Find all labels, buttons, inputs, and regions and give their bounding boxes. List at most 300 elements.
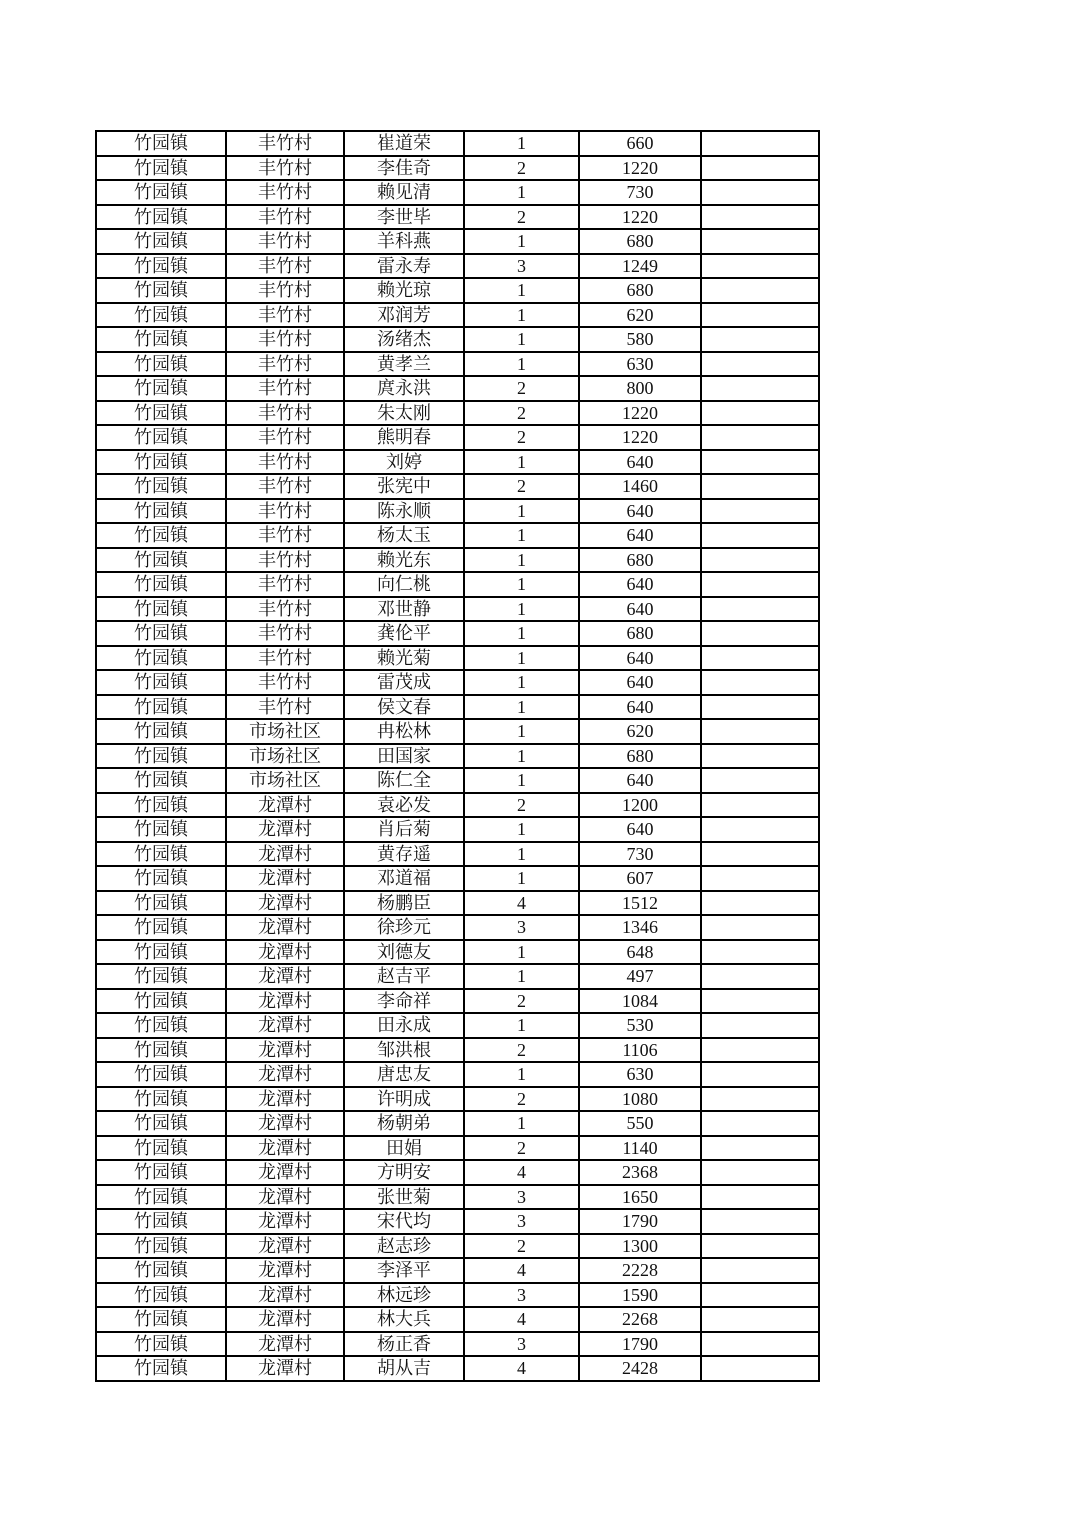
cell-town: 竹园镇: [96, 1307, 226, 1332]
cell-name: 邹洪根: [344, 1038, 464, 1063]
cell-village: 市场社区: [226, 768, 344, 793]
table-row: [96, 548, 819, 573]
cell-amount: 640: [579, 499, 701, 524]
cell-blank: [701, 229, 819, 254]
cell-village: 龙潭村: [226, 1258, 344, 1283]
cell-count: 1: [464, 621, 579, 646]
cell-name: 肖后菊: [344, 817, 464, 842]
cell-blank: [701, 254, 819, 279]
cell-blank: [701, 401, 819, 426]
cell-blank: [701, 1136, 819, 1161]
cell-amount: 580: [579, 327, 701, 352]
table-row: [96, 180, 819, 205]
table-row: [96, 744, 819, 769]
cell-name: 庹永洪: [344, 376, 464, 401]
cell-town: 竹园镇: [96, 425, 226, 450]
cell-name: 赵吉平: [344, 964, 464, 989]
cell-blank: [701, 866, 819, 891]
table-row: [96, 1111, 819, 1136]
cell-amount: 630: [579, 352, 701, 377]
cell-count: 1: [464, 1111, 579, 1136]
cell-village: 丰竹村: [226, 523, 344, 548]
cell-town: 竹园镇: [96, 1356, 226, 1381]
cell-count: 2: [464, 376, 579, 401]
cell-village: 龙潭村: [226, 1332, 344, 1357]
cell-town: 竹园镇: [96, 1087, 226, 1112]
cell-name: 羊科燕: [344, 229, 464, 254]
cell-blank: [701, 842, 819, 867]
table-row: [96, 597, 819, 622]
table-row: [96, 499, 819, 524]
cell-count: 1: [464, 327, 579, 352]
cell-name: 田永成: [344, 1013, 464, 1038]
cell-blank: [701, 180, 819, 205]
cell-village: 丰竹村: [226, 254, 344, 279]
table-row: [96, 401, 819, 426]
cell-blank: [701, 1209, 819, 1234]
cell-blank: [701, 156, 819, 181]
cell-count: 2: [464, 1136, 579, 1161]
table-row: [96, 572, 819, 597]
table-row: [96, 817, 819, 842]
cell-name: 雷茂成: [344, 670, 464, 695]
cell-amount: 620: [579, 719, 701, 744]
cell-town: 竹园镇: [96, 1038, 226, 1063]
cell-town: 竹园镇: [96, 548, 226, 573]
cell-name: 汤绪杰: [344, 327, 464, 352]
cell-count: 1: [464, 670, 579, 695]
cell-name: 李泽平: [344, 1258, 464, 1283]
cell-amount: 680: [579, 278, 701, 303]
table-row: [96, 1283, 819, 1308]
cell-town: 竹园镇: [96, 401, 226, 426]
cell-count: 1: [464, 548, 579, 573]
cell-amount: 1512: [579, 891, 701, 916]
table-row: [96, 1356, 819, 1381]
cell-amount: 620: [579, 303, 701, 328]
cell-name: 刘婷: [344, 450, 464, 475]
cell-name: 许明成: [344, 1087, 464, 1112]
cell-town: 竹园镇: [96, 229, 226, 254]
cell-blank: [701, 450, 819, 475]
table-row: [96, 450, 819, 475]
cell-count: 4: [464, 1356, 579, 1381]
cell-village: 龙潭村: [226, 1356, 344, 1381]
table-row: [96, 1185, 819, 1210]
cell-town: 竹园镇: [96, 1332, 226, 1357]
cell-village: 龙潭村: [226, 842, 344, 867]
table-row: [96, 719, 819, 744]
cell-town: 竹园镇: [96, 695, 226, 720]
cell-name: 唐忠友: [344, 1062, 464, 1087]
table-row: [96, 1062, 819, 1087]
cell-town: 竹园镇: [96, 1185, 226, 1210]
table-row: [96, 1013, 819, 1038]
cell-amount: 630: [579, 1062, 701, 1087]
cell-village: 龙潭村: [226, 817, 344, 842]
cell-count: 2: [464, 205, 579, 230]
cell-blank: [701, 1307, 819, 1332]
cell-count: 1: [464, 1062, 579, 1087]
cell-count: 1: [464, 842, 579, 867]
cell-amount: 2268: [579, 1307, 701, 1332]
cell-blank: [701, 744, 819, 769]
cell-blank: [701, 1087, 819, 1112]
cell-amount: 1220: [579, 401, 701, 426]
cell-count: 4: [464, 1160, 579, 1185]
cell-count: 1: [464, 499, 579, 524]
cell-name: 黄存遥: [344, 842, 464, 867]
cell-amount: 640: [579, 523, 701, 548]
cell-name: 邓世静: [344, 597, 464, 622]
cell-village: 丰竹村: [226, 376, 344, 401]
cell-amount: 1300: [579, 1234, 701, 1259]
cell-blank: [701, 940, 819, 965]
cell-count: 1: [464, 180, 579, 205]
cell-village: 丰竹村: [226, 352, 344, 377]
cell-count: 3: [464, 1283, 579, 1308]
cell-count: 1: [464, 572, 579, 597]
cell-blank: [701, 1258, 819, 1283]
cell-blank: [701, 768, 819, 793]
cell-village: 龙潭村: [226, 866, 344, 891]
cell-town: 竹园镇: [96, 817, 226, 842]
cell-town: 竹园镇: [96, 1258, 226, 1283]
table-row: [96, 376, 819, 401]
cell-amount: 640: [579, 646, 701, 671]
cell-amount: 1460: [579, 474, 701, 499]
cell-name: 龚伦平: [344, 621, 464, 646]
cell-name: 邓润芳: [344, 303, 464, 328]
table-row: [96, 1307, 819, 1332]
table-row: [96, 1087, 819, 1112]
cell-count: 2: [464, 401, 579, 426]
table-row: [96, 131, 819, 156]
cell-town: 竹园镇: [96, 278, 226, 303]
cell-count: 2: [464, 989, 579, 1014]
cell-amount: 640: [579, 817, 701, 842]
cell-name: 赖光东: [344, 548, 464, 573]
table-row: [96, 695, 819, 720]
cell-town: 竹园镇: [96, 1136, 226, 1161]
cell-village: 丰竹村: [226, 156, 344, 181]
cell-blank: [701, 915, 819, 940]
cell-count: 1: [464, 229, 579, 254]
cell-amount: 1220: [579, 205, 701, 230]
cell-amount: 640: [579, 768, 701, 793]
cell-blank: [701, 425, 819, 450]
cell-village: 丰竹村: [226, 450, 344, 475]
cell-blank: [701, 964, 819, 989]
cell-town: 竹园镇: [96, 842, 226, 867]
cell-village: 龙潭村: [226, 1136, 344, 1161]
table-row: [96, 327, 819, 352]
cell-town: 竹园镇: [96, 670, 226, 695]
cell-town: 竹园镇: [96, 474, 226, 499]
table-row: [96, 303, 819, 328]
cell-town: 竹园镇: [96, 572, 226, 597]
cell-amount: 800: [579, 376, 701, 401]
cell-name: 田国家: [344, 744, 464, 769]
table-row: [96, 646, 819, 671]
cell-count: 3: [464, 915, 579, 940]
cell-count: 2: [464, 1038, 579, 1063]
cell-count: 2: [464, 793, 579, 818]
cell-blank: [701, 1185, 819, 1210]
cell-amount: 648: [579, 940, 701, 965]
cell-amount: 680: [579, 229, 701, 254]
cell-amount: 1346: [579, 915, 701, 940]
cell-town: 竹园镇: [96, 621, 226, 646]
cell-blank: [701, 474, 819, 499]
cell-name: 宋代均: [344, 1209, 464, 1234]
cell-town: 竹园镇: [96, 254, 226, 279]
cell-count: 1: [464, 964, 579, 989]
cell-name: 刘德友: [344, 940, 464, 965]
cell-count: 1: [464, 719, 579, 744]
cell-amount: 1590: [579, 1283, 701, 1308]
cell-name: 杨鹏臣: [344, 891, 464, 916]
cell-village: 龙潭村: [226, 1307, 344, 1332]
cell-village: 丰竹村: [226, 327, 344, 352]
cell-blank: [701, 597, 819, 622]
cell-name: 田娟: [344, 1136, 464, 1161]
cell-village: 丰竹村: [226, 278, 344, 303]
cell-blank: [701, 1013, 819, 1038]
table-row: [96, 621, 819, 646]
table-row: [96, 254, 819, 279]
cell-blank: [701, 205, 819, 230]
table-row: [96, 1209, 819, 1234]
cell-count: 3: [464, 1185, 579, 1210]
cell-amount: 497: [579, 964, 701, 989]
cell-amount: 1249: [579, 254, 701, 279]
table-row: [96, 1038, 819, 1063]
cell-amount: 1080: [579, 1087, 701, 1112]
cell-village: 丰竹村: [226, 180, 344, 205]
cell-name: 陈仁全: [344, 768, 464, 793]
table-row: [96, 940, 819, 965]
cell-blank: [701, 1283, 819, 1308]
cell-town: 竹园镇: [96, 866, 226, 891]
cell-amount: 1084: [579, 989, 701, 1014]
cell-amount: 640: [579, 695, 701, 720]
cell-blank: [701, 327, 819, 352]
cell-village: 丰竹村: [226, 425, 344, 450]
cell-count: 2: [464, 474, 579, 499]
table-row: [96, 425, 819, 450]
cell-blank: [701, 817, 819, 842]
cell-town: 竹园镇: [96, 891, 226, 916]
cell-town: 竹园镇: [96, 989, 226, 1014]
cell-count: 3: [464, 1332, 579, 1357]
cell-count: 1: [464, 597, 579, 622]
cell-amount: 550: [579, 1111, 701, 1136]
cell-name: 方明安: [344, 1160, 464, 1185]
cell-village: 市场社区: [226, 719, 344, 744]
cell-blank: [701, 1111, 819, 1136]
cell-village: 龙潭村: [226, 1038, 344, 1063]
cell-village: 龙潭村: [226, 940, 344, 965]
cell-amount: 640: [579, 450, 701, 475]
cell-village: 龙潭村: [226, 1283, 344, 1308]
cell-name: 林远珍: [344, 1283, 464, 1308]
cell-amount: 730: [579, 180, 701, 205]
cell-name: 杨朝弟: [344, 1111, 464, 1136]
cell-name: 崔道荣: [344, 131, 464, 156]
cell-blank: [701, 670, 819, 695]
cell-town: 竹园镇: [96, 303, 226, 328]
table-row: [96, 278, 819, 303]
cell-amount: 2428: [579, 1356, 701, 1381]
cell-town: 竹园镇: [96, 1209, 226, 1234]
table-row: [96, 1258, 819, 1283]
cell-town: 竹园镇: [96, 1283, 226, 1308]
cell-village: 龙潭村: [226, 1160, 344, 1185]
cell-amount: 530: [579, 1013, 701, 1038]
cell-blank: [701, 621, 819, 646]
table-row: [96, 1332, 819, 1357]
cell-village: 龙潭村: [226, 1209, 344, 1234]
cell-blank: [701, 303, 819, 328]
cell-blank: [701, 1062, 819, 1087]
cell-village: 丰竹村: [226, 229, 344, 254]
table-row: [96, 915, 819, 940]
cell-count: 2: [464, 156, 579, 181]
cell-count: 3: [464, 254, 579, 279]
table-row: [96, 891, 819, 916]
table-row: [96, 474, 819, 499]
cell-town: 竹园镇: [96, 1062, 226, 1087]
cell-name: 熊明春: [344, 425, 464, 450]
cell-name: 向仁桃: [344, 572, 464, 597]
cell-name: 朱太刚: [344, 401, 464, 426]
cell-count: 2: [464, 1234, 579, 1259]
cell-name: 赖光琼: [344, 278, 464, 303]
cell-blank: [701, 989, 819, 1014]
cell-amount: 680: [579, 548, 701, 573]
cell-amount: 1650: [579, 1185, 701, 1210]
cell-count: 1: [464, 940, 579, 965]
cell-town: 竹园镇: [96, 205, 226, 230]
cell-name: 杨正香: [344, 1332, 464, 1357]
cell-count: 2: [464, 1087, 579, 1112]
cell-village: 龙潭村: [226, 891, 344, 916]
cell-count: 1: [464, 450, 579, 475]
cell-town: 竹园镇: [96, 131, 226, 156]
cell-village: 龙潭村: [226, 1111, 344, 1136]
cell-amount: 2228: [579, 1258, 701, 1283]
cell-village: 丰竹村: [226, 621, 344, 646]
cell-town: 竹园镇: [96, 964, 226, 989]
cell-village: 丰竹村: [226, 597, 344, 622]
cell-count: 1: [464, 523, 579, 548]
cell-amount: 640: [579, 670, 701, 695]
cell-blank: [701, 131, 819, 156]
cell-count: 1: [464, 866, 579, 891]
cell-town: 竹园镇: [96, 744, 226, 769]
cell-name: 张宪中: [344, 474, 464, 499]
cell-town: 竹园镇: [96, 768, 226, 793]
cell-name: 徐珍元: [344, 915, 464, 940]
cell-village: 龙潭村: [226, 1185, 344, 1210]
cell-blank: [701, 278, 819, 303]
cell-count: 1: [464, 131, 579, 156]
table-row: [96, 989, 819, 1014]
cell-name: 侯文春: [344, 695, 464, 720]
cell-amount: 640: [579, 572, 701, 597]
cell-village: 丰竹村: [226, 548, 344, 573]
cell-name: 胡从吉: [344, 1356, 464, 1381]
cell-count: 4: [464, 891, 579, 916]
cell-blank: [701, 1332, 819, 1357]
cell-name: 赵志珍: [344, 1234, 464, 1259]
cell-village: 丰竹村: [226, 303, 344, 328]
cell-name: 张世菊: [344, 1185, 464, 1210]
cell-village: 丰竹村: [226, 401, 344, 426]
cell-town: 竹园镇: [96, 523, 226, 548]
cell-name: 林大兵: [344, 1307, 464, 1332]
cell-count: 1: [464, 817, 579, 842]
cell-town: 竹园镇: [96, 352, 226, 377]
table-row: [96, 352, 819, 377]
cell-town: 竹园镇: [96, 940, 226, 965]
cell-village: 丰竹村: [226, 131, 344, 156]
cell-count: 1: [464, 768, 579, 793]
table-row: [96, 768, 819, 793]
cell-amount: 1106: [579, 1038, 701, 1063]
cell-amount: 680: [579, 744, 701, 769]
cell-amount: 607: [579, 866, 701, 891]
cell-name: 赖光菊: [344, 646, 464, 671]
cell-count: 1: [464, 278, 579, 303]
cell-blank: [701, 719, 819, 744]
cell-amount: 1790: [579, 1209, 701, 1234]
table-row: [96, 229, 819, 254]
cell-village: 龙潭村: [226, 1234, 344, 1259]
table-row: [96, 842, 819, 867]
cell-name: 冉松林: [344, 719, 464, 744]
cell-name: 雷永寿: [344, 254, 464, 279]
cell-amount: 1790: [579, 1332, 701, 1357]
cell-blank: [701, 376, 819, 401]
cell-village: 龙潭村: [226, 989, 344, 1014]
cell-blank: [701, 523, 819, 548]
cell-village: 丰竹村: [226, 474, 344, 499]
cell-village: 市场社区: [226, 744, 344, 769]
cell-name: 李命祥: [344, 989, 464, 1014]
cell-count: 1: [464, 1013, 579, 1038]
cell-blank: [701, 572, 819, 597]
table-row: [96, 1160, 819, 1185]
cell-amount: 680: [579, 621, 701, 646]
table-body: [96, 131, 819, 1381]
cell-blank: [701, 1038, 819, 1063]
cell-name: 李佳奇: [344, 156, 464, 181]
cell-amount: 1220: [579, 425, 701, 450]
table-row: [96, 156, 819, 181]
cell-name: 杨太玉: [344, 523, 464, 548]
table-row: [96, 670, 819, 695]
cell-town: 竹园镇: [96, 1013, 226, 1038]
cell-town: 竹园镇: [96, 597, 226, 622]
table-row: [96, 1234, 819, 1259]
cell-blank: [701, 1160, 819, 1185]
cell-town: 竹园镇: [96, 793, 226, 818]
cell-count: 1: [464, 352, 579, 377]
cell-town: 竹园镇: [96, 180, 226, 205]
cell-town: 竹园镇: [96, 499, 226, 524]
